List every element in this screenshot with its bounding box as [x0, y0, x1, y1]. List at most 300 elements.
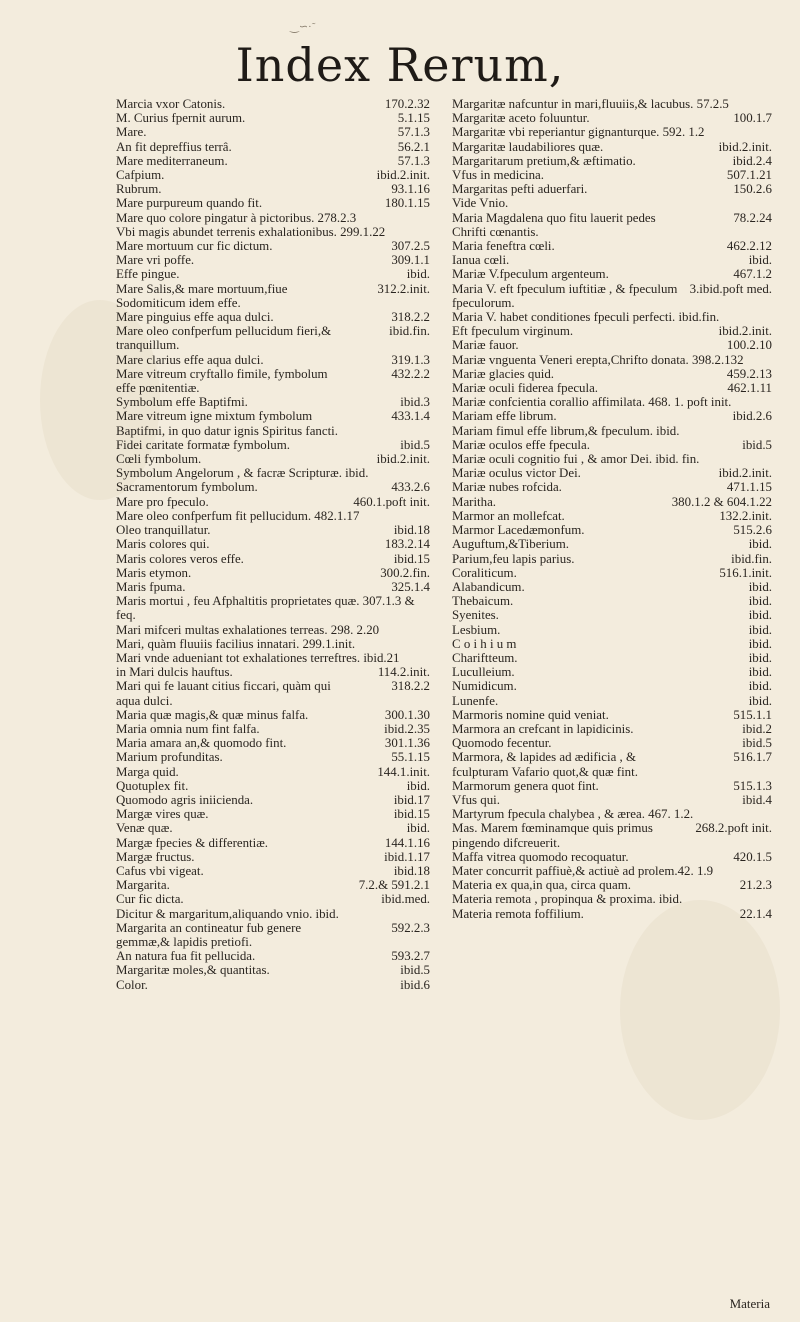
entry-text: Mariæ glacies quid.: [452, 366, 555, 381]
entry-text: Maris fpuma.: [116, 579, 186, 594]
index-entry: [452, 97, 772, 111]
catchword: Materia: [729, 1296, 770, 1311]
index-entry: [452, 140, 772, 154]
entry-text: Auguftum,&Tiberium.: [452, 537, 569, 552]
index-entry: [116, 310, 430, 324]
entry-text: Maris colores veros effe.: [116, 551, 244, 566]
index-entry: [452, 395, 772, 409]
index-entry: [452, 679, 772, 693]
entry-page-ref: 3.ibid.poft med.: [689, 281, 772, 296]
entry-page-ref: 180.1.15: [384, 196, 430, 211]
index-entry: [452, 495, 772, 509]
entry-text: Syenites.: [452, 608, 499, 623]
index-entry: [452, 566, 772, 580]
index-entry: [116, 125, 430, 139]
entry-text: Margaritæ vbi reperiantur gignanturque. 592. 1.2: [452, 125, 705, 140]
index-entry: [452, 722, 772, 736]
entry-text: Margarita.: [116, 878, 170, 893]
entry-text: Dicitur & margaritum,aliquando vnio. ibid.: [116, 906, 339, 921]
entry-text: Luculleium.: [452, 665, 515, 680]
index-entry: [116, 480, 430, 494]
entry-page-ref: 507.1.21: [726, 168, 772, 183]
index-entry: [116, 552, 430, 566]
entry-page-ref: ibid.4: [742, 792, 772, 807]
entry-text: Marmor an mollefcat.: [452, 508, 565, 523]
entry-page-ref: 325.1.4: [391, 579, 430, 594]
entry-text: Maria quæ magis,& quæ minus falfa.: [116, 707, 309, 722]
index-entry: [452, 381, 772, 395]
entry-text: Mare mediterraneum.: [116, 153, 228, 168]
entry-text: Quomodo fecentur.: [452, 736, 552, 751]
index-entry: [116, 722, 430, 736]
entry-page-ref: ibid.: [748, 579, 772, 594]
index-entry: [452, 523, 772, 537]
entry-text: Marmorum genera quot fint.: [452, 778, 599, 793]
index-entry: [116, 807, 430, 821]
entry-page-ref: ibid.1.17: [384, 849, 430, 864]
index-entry: [116, 679, 430, 707]
entry-page-ref: ibid.: [406, 821, 430, 836]
entry-text: Cur fic dicta.: [116, 892, 184, 907]
index-entry: [116, 239, 430, 253]
entry-page-ref: 100.2.10: [726, 338, 772, 353]
index-entry: [116, 594, 430, 622]
entry-page-ref: ibid.: [406, 267, 430, 282]
index-column-right: [452, 97, 772, 921]
entry-page-ref: 516.1.init.: [719, 565, 772, 580]
entry-text: Cafus vbi vigeat.: [116, 863, 204, 878]
index-entry: [116, 765, 430, 779]
entry-text: Marmora an crefcant in lapidicinis.: [452, 721, 634, 736]
entry-page-ref: ibid.5: [400, 963, 430, 978]
index-entry: [452, 424, 772, 438]
index-entry: [116, 537, 430, 551]
entry-text: Martyrum fpecula chalybea , & ærea. 467. 1.2.: [452, 807, 694, 822]
index-entry: [116, 211, 430, 225]
index-entry: [452, 480, 772, 494]
entry-text: Materia remota foffilium.: [452, 906, 584, 921]
entry-text: Mare purpureum quando fit.: [116, 196, 263, 211]
entry-text: Quotuplex fit.: [116, 778, 189, 793]
entry-text: Symbolum Angelorum , & facræ Scripturæ. ibid.: [116, 466, 369, 481]
entry-text: Mare vitreum cryftallo fimile, fymbolum effe pœnitentiæ.: [116, 366, 328, 396]
entry-text: Mari, quàm fluuiis facilius innatari. 299.1.init.: [116, 636, 356, 651]
entry-page-ref: 301.1.36: [384, 736, 430, 751]
entry-page-ref: ibid.: [748, 594, 772, 609]
entry-text: Margaritæ laudabiliores quæ.: [452, 139, 604, 154]
entry-page-ref: 462.1.11: [727, 381, 772, 396]
entry-page-ref: ibid.fin.: [731, 551, 772, 566]
entry-page-ref: 515.1.1: [733, 707, 772, 722]
index-entry: [452, 111, 772, 125]
index-entry: [116, 353, 430, 367]
index-entry: [116, 523, 430, 537]
entry-text: Marmora, & lapides ad ædificia , & fculpturam Vafario quot,& quæ fint.: [452, 750, 638, 779]
entry-text: Numidicum.: [452, 679, 517, 694]
index-entry: [452, 466, 772, 480]
index-entry: [452, 324, 772, 338]
entry-text: Maria omnia num fint falfa.: [116, 721, 260, 736]
entry-text: Mas. Marem fœminamque quis primus pingendo difcreuerit.: [452, 821, 653, 850]
index-entry: [452, 253, 772, 267]
index-entry: [116, 452, 430, 466]
entry-page-ref: ibid.2.init.: [376, 168, 430, 183]
entry-text: Margæ vires quæ.: [116, 807, 209, 822]
index-entry: [452, 182, 772, 196]
entry-text: Mariæ oculos effe fpecula.: [452, 437, 590, 452]
entry-page-ref: 471.1.15: [726, 480, 772, 495]
index-entry: [116, 182, 430, 196]
entry-page-ref: 593.2.7: [391, 949, 430, 964]
entry-text: Maria amara an,& quomodo fint.: [116, 736, 287, 751]
index-entry: [452, 907, 772, 921]
entry-text: Oleo tranquillatur.: [116, 523, 211, 538]
entry-text: Mariæ oculus victor Dei.: [452, 466, 581, 481]
entry-text: An fit depreffius terrâ.: [116, 139, 232, 154]
entry-page-ref: 93.1.16: [391, 182, 430, 197]
entry-text: C o i h i u m: [452, 636, 517, 651]
entry-text: Maris etymon.: [116, 565, 192, 580]
entry-text: Marmoris nomine quid veniat.: [452, 707, 609, 722]
entry-page-ref: 21.2.3: [739, 878, 772, 893]
entry-page-ref: 7.2.& 591.2.1: [358, 878, 430, 893]
index-entry: [116, 836, 430, 850]
entry-page-ref: 312.2.init.: [377, 281, 430, 296]
entry-text: Quomodo agris iniicienda.: [116, 792, 254, 807]
entry-page-ref: ibid.: [748, 608, 772, 623]
entry-page-ref: ibid.med.: [381, 892, 430, 907]
entry-text: Mari mifceri multas exhalationes terreas. 298. 2.20: [116, 622, 380, 637]
index-entry: [452, 310, 772, 324]
entry-page-ref: 459.2.13: [726, 366, 772, 381]
entry-page-ref: 432.2.2: [391, 366, 430, 381]
entry-text: Materia ex qua,in qua, circa quam.: [452, 878, 631, 893]
entry-text: Cœli fymbolum.: [116, 452, 202, 467]
index-entry: [116, 154, 430, 168]
index-entry: [452, 239, 772, 253]
index-entry: [452, 196, 772, 210]
entry-text: Ianua cœli.: [452, 253, 510, 268]
index-entry: [116, 779, 430, 793]
entry-page-ref: ibid.: [748, 679, 772, 694]
index-entry: [116, 665, 430, 679]
entry-text: Mariam effe librum.: [452, 409, 557, 424]
entry-page-ref: ibid.2.4: [732, 153, 772, 168]
entry-page-ref: ibid.: [406, 778, 430, 793]
entry-text: Mare.: [116, 125, 147, 140]
entry-page-ref: 462.2.12: [726, 239, 772, 254]
index-entry: [116, 367, 430, 395]
entry-text: Maria Magdalena quo fitu lauerit pedes Chrifti cœnantis.: [452, 210, 656, 239]
entry-page-ref: 318.2.2: [391, 310, 430, 325]
entry-text: Mariæ V.fpeculum argenteum.: [452, 267, 609, 282]
index-entry: [452, 211, 772, 239]
index-entry: [116, 708, 430, 722]
entry-text: Alabandicum.: [452, 579, 525, 594]
index-entry: [116, 140, 430, 154]
index-entry: [452, 793, 772, 807]
entry-page-ref: ibid.2.init.: [718, 139, 772, 154]
entry-text: Mariæ fauor.: [452, 338, 519, 353]
entry-page-ref: 433.1.4: [391, 409, 430, 424]
entry-text: Lunenfe.: [452, 693, 499, 708]
index-entry: [452, 821, 772, 849]
entry-page-ref: ibid.2.init.: [718, 324, 772, 339]
index-entry: [116, 793, 430, 807]
entry-text: Coraliticum.: [452, 565, 517, 580]
entry-text: Mare oleo confperfum fit pellucidum. 482.1.17: [116, 508, 360, 523]
entry-text: Sacramentorum fymbolum.: [116, 480, 258, 495]
index-entry: [116, 509, 430, 523]
entry-text: Mare mortuum cur fic dictum.: [116, 239, 273, 254]
index-entry: [452, 338, 772, 352]
entry-page-ref: ibid.5: [742, 437, 772, 452]
entry-text: Vbi magis abundet terrenis exhalationibus. 299.1.22: [116, 224, 386, 239]
entry-page-ref: ibid.: [748, 622, 772, 637]
entry-text: Mariæ vnguenta Veneri erepta,Chrifto donata. 398.2.132: [452, 352, 744, 367]
entry-page-ref: ibid.: [748, 665, 772, 680]
entry-text: Mariæ oculi fiderea fpecula.: [452, 381, 599, 396]
entry-page-ref: ibid.: [748, 650, 772, 665]
entry-text: Mariam fimul effe librum,& fpeculum. ibid.: [452, 423, 680, 438]
entry-text: in Mari dulcis hauftus.: [116, 665, 233, 680]
entry-text: Thebaicum.: [452, 594, 514, 609]
index-entry: [116, 97, 430, 111]
entry-text: Vfus qui.: [452, 792, 500, 807]
index-entry: [452, 594, 772, 608]
index-entry: [452, 580, 772, 594]
index-entry: [116, 395, 430, 409]
entry-page-ref: 100.1.7: [733, 111, 772, 126]
entry-text: Mare Salis,& mare mortuum,fiue Sodomiticum idem effe.: [116, 281, 288, 310]
entry-page-ref: 22.1.4: [739, 906, 772, 921]
index-entry: [452, 779, 772, 793]
entry-text: Rubrum.: [116, 182, 162, 197]
entry-text: Mare vri poffe.: [116, 253, 195, 268]
index-entry: [116, 750, 430, 764]
index-entry: [116, 623, 430, 637]
index-entry: [116, 907, 430, 921]
index-entry: [116, 282, 430, 310]
entry-page-ref: ibid.15: [393, 807, 430, 822]
index-entry: [116, 466, 430, 480]
entry-text: Mare clarius effe aqua dulci.: [116, 352, 264, 367]
entry-text: Eft fpeculum virginum.: [452, 324, 574, 339]
index-entry: [452, 750, 772, 778]
entry-text: Mariæ confcientia corallio affimilata. 468. 1. poft init.: [452, 395, 732, 410]
index-entry: [452, 651, 772, 665]
entry-text: Marga quid.: [116, 764, 179, 779]
index-entry: [452, 892, 772, 906]
index-entry: [452, 850, 772, 864]
index-entry: [452, 608, 772, 622]
entry-text: Maris mortui , feu Afphaltitis proprietates quæ. 307.1.3 & feq.: [116, 594, 415, 623]
entry-page-ref: 114.2.init.: [377, 665, 430, 680]
index-entry: [452, 267, 772, 281]
entry-text: Margaritæ moles,& quantitas.: [116, 963, 270, 978]
entry-page-ref: 150.2.6: [733, 182, 772, 197]
entry-text: Symbolum effe Baptifmi.: [116, 395, 248, 410]
entry-text: M. Curius fpernit aurum.: [116, 111, 246, 126]
entry-page-ref: ibid.2.init.: [718, 466, 772, 481]
entry-text: Vfus in medicina.: [452, 168, 545, 183]
index-entry: [116, 566, 430, 580]
entry-page-ref: ibid.5: [400, 437, 430, 452]
entry-page-ref: 592.2.3: [391, 920, 430, 935]
index-entry: [452, 452, 772, 466]
index-entry: [116, 850, 430, 864]
entry-page-ref: 132.2.init.: [719, 508, 772, 523]
entry-text: Mare vitreum igne mixtum fymbolum Baptifmi, in quo datur ignis Spiritus fancti.: [116, 409, 338, 438]
entry-text: Mare quo colore pingatur à pictoribus. 278.2.3: [116, 210, 357, 225]
entry-page-ref: 170.2.32: [384, 97, 430, 111]
index-entry: [452, 736, 772, 750]
entry-text: Mari vnde adueniant tot exhalationes terreftres. ibid.21: [116, 650, 400, 665]
index-entry: [116, 495, 430, 509]
index-entry: [116, 409, 430, 437]
index-entry: [452, 864, 772, 878]
entry-text: Maffa vitrea quomodo recoquatur.: [452, 849, 629, 864]
entry-page-ref: 515.1.3: [733, 778, 772, 793]
index-entry: [116, 921, 430, 949]
entry-page-ref: 56.2.1: [397, 139, 430, 154]
entry-page-ref: 268.2.poft init.: [695, 821, 772, 836]
entry-text: Mater concurrit paffiuè,& actiuè ad prolem.42. 1.9: [452, 863, 714, 878]
entry-page-ref: 318.2.2: [391, 679, 430, 694]
entry-page-ref: ibid.18: [393, 863, 430, 878]
index-entry: [116, 864, 430, 878]
entry-page-ref: ibid.: [748, 253, 772, 268]
entry-page-ref: 57.1.3: [397, 153, 430, 168]
entry-text: Margaritas pefti aduerfari.: [452, 182, 588, 197]
index-entry: [116, 949, 430, 963]
entry-text: Mari qui fe lauant citius ficcari, quàm qui aqua dulci.: [116, 679, 331, 708]
entry-text: Fidei caritate formatæ fymbolum.: [116, 437, 290, 452]
entry-text: Margaritæ aceto foluuntur.: [452, 111, 590, 126]
entry-text: Mare oleo confperfum pellucidum fieri,& tranquillum.: [116, 324, 332, 353]
entry-page-ref: 433.2.6: [391, 480, 430, 495]
entry-page-ref: ibid.: [748, 693, 772, 708]
entry-text: Mare pro fpeculo.: [116, 494, 209, 509]
entry-text: Maria V. eft fpeculum iuftitiæ , & fpeculum fpeculorum.: [452, 281, 678, 310]
entry-text: Effe pingue.: [116, 267, 180, 282]
entry-page-ref: ibid.5: [742, 736, 772, 751]
index-entry: [116, 111, 430, 125]
index-entry: [452, 438, 772, 452]
index-entry: [452, 154, 772, 168]
index-entry: [116, 168, 430, 182]
index-entry: [452, 708, 772, 722]
entry-page-ref: 300.2.fin.: [380, 565, 430, 580]
index-entry: [452, 409, 772, 423]
index-entry: [452, 623, 772, 637]
index-entry: [452, 807, 772, 821]
entry-page-ref: 460.1.poft init.: [353, 494, 430, 509]
entry-text: Margaritarum pretium,& æftimatio.: [452, 153, 636, 168]
index-entry: [116, 438, 430, 452]
entry-text: Margæ fructus.: [116, 849, 195, 864]
entry-text: Color.: [116, 977, 148, 992]
index-entry: [452, 878, 772, 892]
entry-text: Parium,feu lapis parius.: [452, 551, 575, 566]
index-entry: [116, 580, 430, 594]
entry-page-ref: 5.1.15: [397, 111, 430, 126]
entry-text: Mare pinguius effe aqua dulci.: [116, 310, 274, 325]
entry-page-ref: 380.1.2 & 604.1.22: [671, 494, 772, 509]
entry-page-ref: ibid.18: [393, 523, 430, 538]
index-entry: [452, 694, 772, 708]
entry-page-ref: ibid.6: [400, 977, 430, 992]
index-entry: [116, 267, 430, 281]
entry-page-ref: ibid.2: [742, 721, 772, 736]
entry-text: Marium profunditas.: [116, 750, 223, 765]
index-entry: [452, 367, 772, 381]
entry-page-ref: ibid.2.init.: [376, 452, 430, 467]
index-entry: [116, 736, 430, 750]
entry-text: Margaritæ nafcuntur in mari,fluuiis,& lacubus. 57.2.5: [452, 97, 729, 111]
entry-page-ref: 144.1.16: [384, 835, 430, 850]
entry-page-ref: 55.1.15: [391, 750, 430, 765]
entry-page-ref: ibid.15: [393, 551, 430, 566]
entry-page-ref: 516.1.7: [733, 750, 772, 765]
index-entry: [116, 878, 430, 892]
entry-text: Maria V. habet conditiones fpeculi perfecti. ibid.fin.: [452, 310, 720, 325]
index-entry: [452, 125, 772, 139]
entry-text: Materia remota , propinqua & proxima. ibid.: [452, 892, 683, 907]
entry-text: Mariæ oculi cognitio fui , & amor Dei. ibid. fin.: [452, 452, 700, 467]
entry-page-ref: ibid.: [748, 537, 772, 552]
entry-text: Lesbium.: [452, 622, 501, 637]
entry-text: Maris colores qui.: [116, 537, 210, 552]
entry-page-ref: ibid.17: [393, 792, 430, 807]
entry-page-ref: 467.1.2: [733, 267, 772, 282]
entry-page-ref: 309.1.1: [391, 253, 430, 268]
entry-page-ref: 515.2.6: [733, 523, 772, 538]
entry-text: Cafpium.: [116, 168, 165, 183]
entry-text: Margæ fpecies & differentiæ.: [116, 835, 269, 850]
entry-text: Chariftteum.: [452, 650, 518, 665]
index-entry: [116, 253, 430, 267]
entry-text: Marmor Lacedæmonfum.: [452, 523, 585, 538]
index-entry: [116, 821, 430, 835]
entry-page-ref: 144.1.init.: [377, 764, 430, 779]
paper-stain: [620, 900, 780, 1120]
entry-page-ref: 78.2.24: [733, 210, 772, 225]
entry-page-ref: 420.1.5: [733, 849, 772, 864]
index-entry: [452, 282, 772, 310]
entry-page-ref: ibid.fin.: [389, 324, 430, 339]
index-entry: [116, 324, 430, 352]
entry-page-ref: 319.1.3: [391, 352, 430, 367]
index-entry: [452, 168, 772, 182]
entry-page-ref: ibid.3: [400, 395, 430, 410]
ornament-mark: ‿∽·̃: [290, 21, 312, 33]
page-title: Index Rerum,: [235, 38, 565, 92]
entry-text: Maritha.: [452, 494, 497, 509]
index-entry: [116, 892, 430, 906]
index-entry: [116, 651, 430, 665]
index-entry: [116, 225, 430, 239]
index-entry: [452, 637, 772, 651]
entry-text: Marcia vxor Catonis.: [116, 97, 226, 111]
index-entry: [452, 537, 772, 551]
index-entry: [116, 196, 430, 210]
index-entry: [116, 637, 430, 651]
entry-page-ref: ibid.2.35: [384, 721, 430, 736]
index-entry: [116, 978, 430, 992]
entry-text: Vide Vnio.: [452, 196, 509, 211]
index-entry: [452, 353, 772, 367]
